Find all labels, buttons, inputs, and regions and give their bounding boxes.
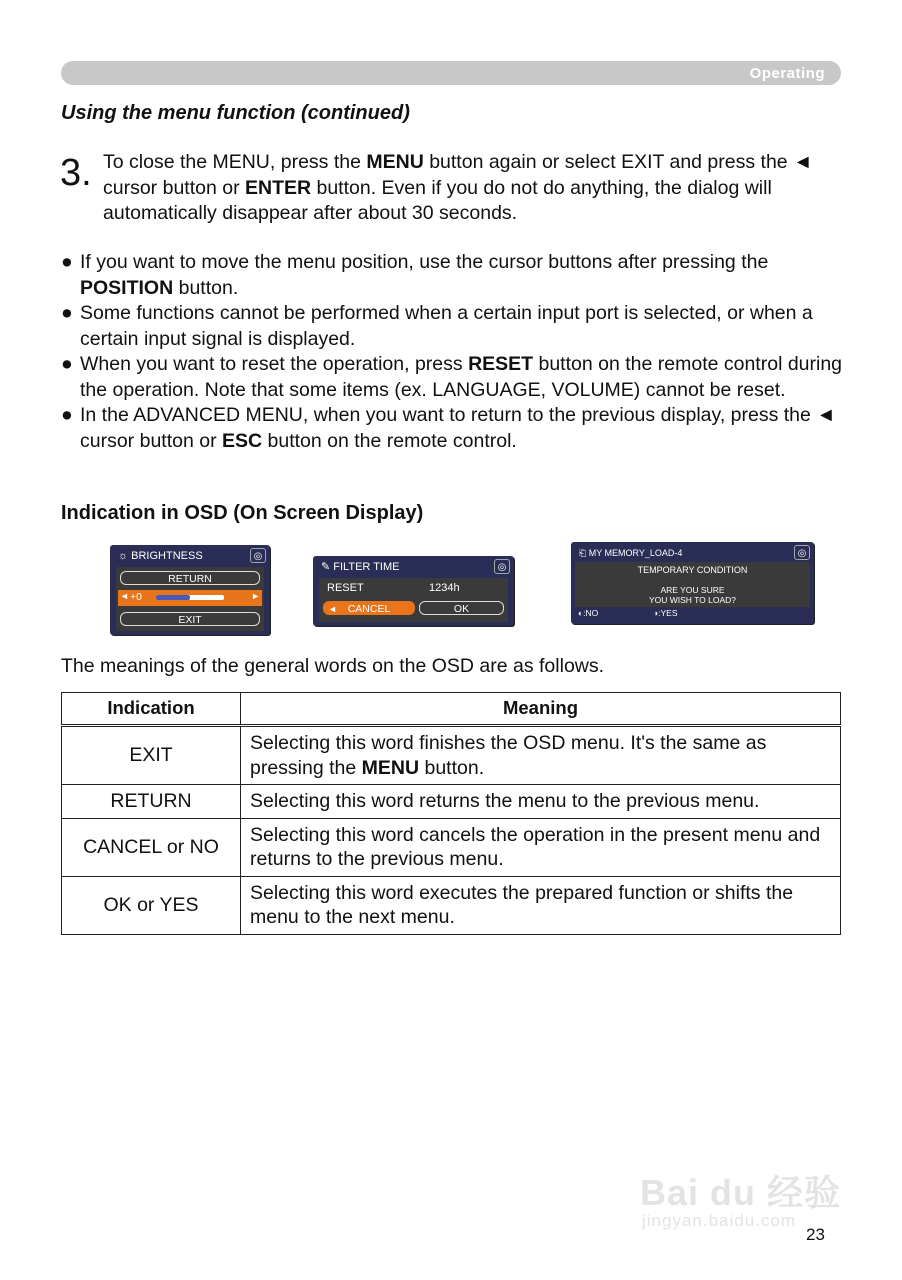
osd-brightness-panel bbox=[110, 545, 270, 635]
osd-exit-button[interactable]: EXIT bbox=[120, 612, 260, 626]
header-indication: Indication bbox=[62, 693, 241, 726]
table-row bbox=[62, 785, 841, 819]
note-position: ● If you want to move the menu position, use the cursor buttons after pressing the POSITION button. bbox=[61, 251, 769, 299]
filter-reset-label: RESET bbox=[327, 582, 364, 594]
table-row bbox=[62, 876, 841, 934]
meaning-cell: Selecting this word executes the prepared function or shifts the menu to the next menu. bbox=[241, 876, 841, 934]
page-number: 23 bbox=[806, 1225, 825, 1244]
meaning-cell: Selecting this word finishes the OSD menu. It's the same as pressing the MENU button. bbox=[241, 726, 841, 785]
brightness-slider-track[interactable] bbox=[156, 595, 224, 600]
note-advanced-menu: ● In the ADVANCED MENU, when you want to return to the previous display, press the ◄ cursor button or ESC button on the remote control. bbox=[61, 404, 836, 452]
left-arrow-icon: ◄ bbox=[120, 591, 129, 601]
osd-memory-body bbox=[575, 562, 810, 620]
indication-cell: RETURN bbox=[62, 785, 241, 819]
filter-hours: 1234h bbox=[429, 582, 460, 594]
memory-line-1: TEMPORARY CONDITION bbox=[637, 565, 748, 575]
bullet-icon: ● bbox=[61, 251, 73, 273]
watermark-url: jingyan.baidu.com bbox=[642, 1211, 797, 1230]
step-number: 3. bbox=[60, 152, 92, 194]
memory-icon: ⎗ bbox=[579, 548, 589, 558]
filter-icon: ✎ bbox=[321, 561, 334, 573]
memory-footer bbox=[575, 607, 810, 620]
osd-brightness-slider-row bbox=[118, 590, 262, 606]
left-arrow-icon: ◄ bbox=[328, 604, 337, 614]
watermark-brand: Bai du 经验 bbox=[640, 1172, 842, 1213]
notes-list bbox=[61, 250, 851, 454]
osd-brightness-body bbox=[116, 567, 264, 631]
bullet-icon: ● bbox=[61, 353, 73, 375]
note-reset: ● When you want to reset the operation, press RESET button on the remote control during the operation. Note that some items (ex. LANGUAGE, VOLUME) cannot be reset. bbox=[61, 353, 843, 401]
osd-no-option[interactable]: ◐:NO bbox=[578, 608, 599, 618]
header-bar bbox=[61, 61, 841, 85]
right-arrow-icon: ► bbox=[251, 591, 260, 601]
right-button-icon: ◑ bbox=[653, 608, 659, 618]
meanings-intro: The meanings of the general words on the OSD are as follows. bbox=[61, 655, 605, 677]
osd-cancel-button[interactable]: ◄ CANCEL bbox=[323, 601, 415, 615]
brightness-slider-fill bbox=[156, 595, 190, 600]
memory-line-3: YOU WISH TO LOAD? bbox=[648, 595, 737, 605]
header-meaning: Meaning bbox=[241, 693, 841, 726]
osd-memory-title: ⎗ MY MEMORY_LOAD-4 bbox=[579, 548, 683, 558]
osd-memory-panel bbox=[571, 542, 814, 624]
table-row bbox=[62, 818, 841, 876]
osd-corner-icon: ◎ bbox=[250, 548, 266, 563]
brightness-value: +0 bbox=[130, 591, 142, 603]
section-title: Using the menu function (continued) bbox=[61, 102, 410, 124]
osd-filter-title: ✎ FILTER TIME bbox=[321, 561, 400, 573]
sun-icon: ☼ bbox=[118, 550, 132, 562]
osd-yes-option[interactable]: ◑:YES bbox=[653, 608, 678, 618]
note-functions: ● Some functions cannot be performed when a certain input port is selected, or when a certain input signal is displayed. bbox=[61, 302, 813, 350]
table-row bbox=[62, 726, 841, 785]
step-3-text: To close the MENU, press the MENU button again or select EXIT and press the ◄ cursor button or ENTER button. Even if you do not do anything, the dialog will automatically disappear after about 30 seconds. bbox=[103, 151, 813, 224]
bullet-icon: ● bbox=[61, 404, 73, 426]
osd-corner-icon: ◎ bbox=[494, 559, 510, 574]
indication-cell: EXIT bbox=[62, 726, 241, 785]
osd-filter-body bbox=[319, 578, 508, 622]
osd-brightness-title: ☼ BRIGHTNESS bbox=[118, 550, 203, 562]
section-label: Operating bbox=[749, 65, 825, 82]
meaning-cell: Selecting this word returns the menu to the previous menu. bbox=[241, 785, 841, 819]
osd-return-button[interactable]: RETURN bbox=[120, 571, 260, 585]
meanings-table bbox=[61, 692, 841, 935]
bullet-icon: ● bbox=[61, 302, 73, 324]
osd-heading: Indication in OSD (On Screen Display) bbox=[61, 502, 424, 524]
osd-ok-button[interactable]: OK bbox=[419, 601, 504, 615]
table-header-row bbox=[62, 693, 841, 726]
left-button-icon: ◐ bbox=[578, 608, 584, 618]
meaning-cell: Selecting this word cancels the operation in the present menu and returns to the previous menu. bbox=[241, 818, 841, 876]
osd-corner-icon: ◎ bbox=[794, 545, 810, 560]
indication-cell: CANCEL or NO bbox=[62, 818, 241, 876]
memory-line-2: ARE YOU SURE bbox=[660, 585, 725, 595]
indication-cell: OK or YES bbox=[62, 876, 241, 934]
osd-filter-panel bbox=[313, 556, 514, 626]
